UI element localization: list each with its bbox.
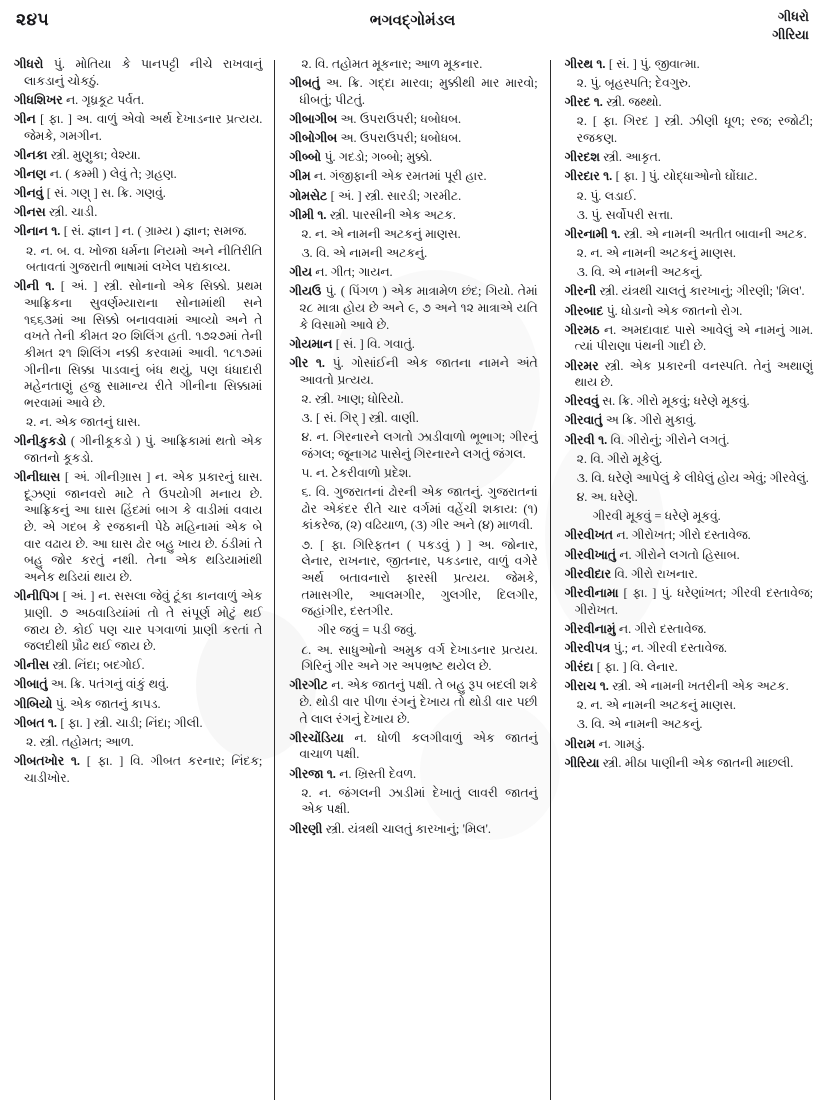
dictionary-entry [14, 433, 262, 466]
headword: ગીબાતું [14, 677, 48, 692]
entry-definition: [ ફા. ] પું. યોદ્ધાઓનો ઘોંઘાટ. [615, 169, 758, 184]
dictionary-entry [565, 547, 813, 564]
headword: ગીરવીખત [564, 528, 613, 543]
sense-number: ૩. [301, 410, 313, 425]
entry-definition: પું. મોતિયા કે પાનપટ્ટી નીચે રાખવાનું લાકડાનું ચોકઠું. [24, 57, 263, 88]
guide-word-last: ગીરિયા [772, 26, 809, 42]
running-head [0, 0, 825, 52]
entry-definition: અ. ક્રિ. ગદ્દા મારવા; મુક્કીથી માર મારવો; ધીબતું; પીટતું. [299, 76, 538, 107]
entry-definition: ન. અમદાવાદ પાસે આવેલું એ નામનું ગામ. ત્યાં પીરાણા પંથની ગાદી છે. [574, 322, 813, 354]
entry-definition: ન. એક જાતનું પક્ષી. તે બહુ રૂપ બદલી શકે છે. થોડી વાર પીળા રંગનું દેખાય તો થોડી વાર પછી તે લાલ રંગનું દેખાય છે. [299, 678, 538, 726]
sense-number: ૨. [26, 415, 37, 430]
entry-definition: [ ફા. ] પું. ધરેણાંખત; ગીરવી દસ્તાવેજ; ગીરોખત. [574, 585, 813, 617]
entry-definition: પું. ગદડો; ગબ્બો; મુક્કો. [324, 150, 433, 165]
entry-sense [289, 484, 537, 534]
headword: ગીરદ [564, 95, 591, 110]
sense-number: ૨. [576, 698, 587, 713]
headword: ગીમ [289, 169, 311, 184]
entry-definition: [ સં. જ્ઞાન ] ન. ( ગ્રામ્ય ) જ્ઞાન; સમજ. [63, 224, 247, 239]
headword: ગીરદશ [564, 150, 600, 165]
entry-definition: [ અં. ગીનીગ્રાસ ] ન. એક પ્રકારનું ઘાસ. દૂઝણાં જાનવરો માટે તે ઉપયોગી મનાય છે. આફ્રિકનું આ ઘાસ હિંદમાં બાગ કે વાડીમાં વવાય છે. એ ગદબ કે રજકાની પેઠે મહિનામાં એક બે વાર વઢાય છે. આ ઘાસ ઢોર બહુ ખાય છે. ઠંડીમાં તે બહુ જોર કરતું નથી. તેના એક થડિયામાંથી અનેક થડિયાં થાય છે. [24, 470, 263, 585]
dictionary-entry [565, 56, 813, 73]
entry-definition: પું. બૃહસ્પતિ; દેવગુરુ. [590, 76, 691, 91]
entry-definition: વિ. ગીરો રાખનાર. [614, 566, 698, 581]
entry-definition: પું. લડાઈ. [590, 188, 637, 203]
headword: ગીનીઘાસ [14, 470, 61, 485]
headword: ગીમી [289, 207, 315, 222]
entry-sense [289, 429, 537, 462]
sense-number: ૧. [315, 356, 325, 370]
dictionary-entry [289, 730, 537, 763]
dictionary-entry [289, 677, 537, 727]
dictionary-entry [14, 92, 262, 109]
entry-definition: [ ફા. ] સ્ત્રી. ચાડી; નિંદા; ગીલી. [60, 715, 203, 730]
entry-sense [289, 410, 537, 427]
entry-sense [289, 785, 537, 818]
entry-definition: સ્ત્રી. મુણુકા; વેશ્યા. [50, 147, 141, 162]
sense-number: ૨. [301, 391, 312, 406]
entry-definition: પું. ગોસાંઈની એક જાતના નામને અંતે આવતો પ્રત્યય. [299, 356, 538, 387]
headword: ગીરબાદ [564, 303, 604, 318]
sense-number: ૧. [596, 57, 606, 71]
headword: ગોમસેટ [289, 188, 328, 203]
headword: ગીરની [564, 284, 597, 299]
entry-definition: ન. એ નામની અટકનું માણસ. [315, 226, 461, 241]
dictionary-entry [14, 657, 262, 674]
headword: ગીનસ [14, 205, 46, 220]
dictionary-entry [14, 588, 262, 655]
headword: ગીનીપિગ [14, 589, 59, 604]
sense-number: ૩. [576, 470, 588, 485]
dictionary-entry [289, 207, 537, 224]
sense-number: ૧. [598, 432, 608, 447]
headword: ગીરગીટ [289, 678, 328, 693]
entry-definition: વિ. એ નામની અટકનું. [315, 246, 428, 261]
dictionary-entry [14, 166, 262, 183]
entry-definition: [ અં. ] સ્ત્રી. સારડી; ગરમીટ. [330, 188, 462, 203]
entry-sense [565, 75, 813, 92]
entry-sense [14, 414, 262, 431]
dictionary-entry [289, 264, 537, 281]
dictionary-entry [565, 736, 813, 753]
dictionary-entry [289, 283, 537, 333]
sense-number: ૨. [576, 114, 587, 129]
headword: ગીબતું [289, 76, 320, 91]
entry-definition: ન. ( કમ્મી ) લેવું તે; ગ્રહણ. [49, 166, 177, 181]
guide-word-first: ગીધરો [778, 9, 809, 24]
entry-definition: ન. ખ્રિસ્તી દેવળ. [339, 766, 417, 781]
entry-definition: ન. ગીત; ગાયન. [315, 265, 393, 280]
dictionary-entry [565, 303, 813, 320]
dictionary-entry [289, 355, 537, 388]
dictionary-entry [565, 659, 813, 676]
entry-definition: વિ. એ નામની અટકનું. [591, 717, 703, 732]
dictionary-entry [565, 168, 813, 185]
entry-definition: સ્ત્રી. યંત્રથી ચાલતું કારખાનું; ગીરણી; 'મિલ'. [599, 284, 805, 299]
entry-definition: ન. એ નામની અટકનું માણસ. [590, 698, 736, 713]
entry-sense [14, 734, 262, 751]
entry-sense [565, 470, 813, 487]
dictionary-entry [289, 188, 537, 205]
headword: ગીરમઠ [564, 322, 600, 337]
entry-run-on-phrase [565, 508, 813, 525]
entry-definition: વિ. એ નામની અટકનું. [591, 265, 703, 280]
entry-definition: સ્ત્રી. ખાણ; ધોરિયો. [315, 391, 404, 406]
sense-number: ૪. [301, 430, 313, 445]
headword: ગીરામ [564, 736, 596, 751]
headword: ગીબાગીબ [289, 111, 338, 126]
entry-sense [565, 264, 813, 281]
dictionary-entry [14, 676, 262, 693]
sense-number: ૫. [301, 465, 313, 480]
headword: ગીરવીનામા [564, 585, 619, 600]
entry-definition: [ સં. ] વિ. ગવાતું. [335, 336, 415, 351]
sense-number: ૧. [70, 754, 80, 769]
entry-definition: ( ગીનીકૂકડો ) પું. આફ્રિકામાં થતો એક જાતનો કૂકડો. [24, 434, 263, 465]
headword: ગીબતખોર [14, 754, 65, 769]
entry-definition: સ. ક્રિ. ગીરો મૂકવું; ધરેણે મૂકવું. [602, 394, 750, 409]
entry-definition: ન. ગૃધ્રકૂટ પર્વત. [65, 92, 145, 107]
entry-definition: સ્ત્રી. મીઠા પાણીની એક જાતની માછલી. [602, 755, 794, 770]
entry-sense [565, 489, 813, 506]
headword: ગીધરો [14, 57, 44, 71]
sense-number: ૨. [301, 226, 312, 241]
entry-definition: ન. ગામડું. [598, 736, 645, 751]
entry-definition: ગીર જવું = પડી જવું. [317, 623, 417, 638]
headword: ગીબ્બો [289, 150, 322, 165]
entry-definition: સ્ત્રી. નિંદા; બદગોઈ. [52, 658, 145, 673]
entry-definition: ન. ગંજીફાની એક રમતમાં પૂરી હાર. [313, 169, 487, 184]
entry-sense [565, 188, 813, 205]
dictionary-entry [14, 223, 262, 240]
sense-number: ૧. [45, 279, 55, 294]
entry-sense [289, 465, 537, 482]
dictionary-entry [565, 640, 813, 657]
entry-sense [565, 113, 813, 146]
headword: ગીરનામી [564, 226, 608, 241]
entry-sense [289, 391, 537, 408]
entry-definition: અ. ઉપરાઉપરી; ધબોધબ. [340, 131, 462, 146]
headword: ગીરચોંડિયા [289, 730, 344, 745]
sense-number: ૨. [576, 451, 587, 466]
entry-definition: વિ. ગીરો મૂકેલું. [590, 451, 663, 466]
sense-number: ૧. [51, 224, 61, 239]
dictionary-entry [565, 755, 813, 772]
headword: ગીન [14, 111, 36, 126]
entry-definition: ન. ગીરોને લગતો હિસાબ. [619, 547, 740, 562]
dictionary-entry [14, 278, 262, 411]
sense-number: ૭. [301, 537, 313, 552]
entry-definition: અ. ક્રિ. પતંગનું વાંકું થવું. [50, 677, 169, 692]
sense-number: ૨. [301, 785, 312, 800]
headword: ગીનાન [14, 224, 48, 239]
dictionary-entry [14, 715, 262, 732]
sense-number: ૪. [576, 490, 588, 505]
entry-definition: ન. ટેકરીવાળો પ્રદેશ. [315, 465, 412, 480]
dictionary-entry [289, 168, 537, 185]
entry-definition: વિ. ગીરોનું; ગીરોને લગતું. [610, 432, 730, 447]
headword: ગીય [289, 265, 312, 280]
entry-definition: અ ક્રિ. ગીરો મુકાવું. [605, 413, 697, 428]
sense-number: ૬. [301, 485, 312, 500]
dictionary-entry [565, 566, 813, 583]
entry-definition: [ સં. ગિર્ ] સ્ત્રી. વાણી. [315, 410, 419, 425]
entry-definition: પું. એક જાતનું કાપડ. [55, 696, 161, 711]
headword: ગીરમર [564, 358, 599, 373]
headword: ગીનવું [14, 186, 44, 201]
entry-definition: ન. એક જાતનું ઘાસ. [39, 415, 141, 430]
entry-definition: પું. ધોડાનો એક જાતનો રોગ. [606, 303, 743, 318]
entry-definition: અ. ધરેણે. [590, 490, 638, 505]
dictionary-entry [14, 204, 262, 221]
entry-definition: [ ફા. ગિરિફતન ( પકડવું ) ] અ. જોનાર, લેનાર, રાખનાર, જીતનાર, પકડનાર, વાળું વગેરે અર્થ બતાવનારો ફારસી પ્રત્યય. જેમકે, તમાસગીર, આલમગીર, ગુલગીર, દિલગીર, જહાંગીર, દસ્તગીર. [301, 537, 538, 619]
entry-definition: ન. બ. વ. ખોજા ધર્મના નિયમો અને નીતિરીતિ બતાવતાં ગુજરાતી ભાષામાં લખેલ પદ્યકાવ્ય. [26, 243, 263, 275]
sense-number: ૨. [301, 57, 312, 71]
headword: ગીર [289, 356, 309, 370]
dictionary-entry [565, 585, 813, 618]
sense-number: ૩. [301, 246, 313, 261]
dictionary-entry [565, 678, 813, 695]
dictionary-entry [565, 149, 813, 166]
dictionary-entry [289, 336, 537, 353]
dictionary-entry [14, 753, 262, 786]
right-column [551, 56, 825, 1106]
sense-number: ૨. [26, 734, 37, 749]
dictionary-entry [565, 432, 813, 449]
entry-definition: ન. ગિરનારને લગતો ઝાડીવાળો ભૂભાગ; ગીરનું જંગલ; જૂનાગઢ પાસેનું ગિરનારને લગતું જંગલ. [301, 430, 538, 461]
dictionary-entry [289, 130, 537, 147]
headword: ગીધશિખર [14, 92, 63, 107]
entry-definition: [ ફા. ] વિ. ગીબત કરનાર; નિંદક; ચાડીખોર. [24, 754, 263, 785]
entry-definition: અ. ઉપરાઉપરી; ધબોધબ. [340, 111, 462, 126]
entry-definition: સ્ત્રી. આકૃત. [603, 150, 661, 165]
sense-number: ૩. [576, 207, 588, 222]
dictionary-entry [14, 469, 262, 586]
guide-words [772, 8, 809, 43]
sense-number: ૩. [576, 265, 588, 280]
entry-sense [289, 537, 537, 620]
sense-number: ૧. [603, 169, 613, 184]
entry-definition: સ્ત્રી. તહોમત; આળ. [39, 734, 134, 749]
headword: ગોયમાન [289, 336, 333, 351]
entry-definition: ન. ધોળી કલગીવાળું એક જાતનું વાચાળ પક્ષી. [299, 730, 538, 762]
headword: ગીરવીનામું [564, 621, 616, 636]
dictionary-entry [289, 75, 537, 108]
sense-number: ૧. [47, 715, 58, 730]
entry-sense [565, 207, 813, 224]
dictionary-entry [565, 393, 813, 410]
entry-definition: ન. એ નામની અટકનું માણસ. [590, 246, 736, 261]
dictionary-entry [14, 185, 262, 202]
entry-definition: પું.; ન. ગીરવી દસ્તાવેજ. [613, 640, 727, 655]
entry-definition: [ અં. ] ન. સસલા જેવું ટૂંકા કાનવાળું એક પ્રાણી. ૭ અઠવાડિયાંમાં તો તે સંપૂર્ણ મોટું થઈ જાય છે. કોઈ પણ ચાર પગવાળાં પ્રાણી કરતાં તે જલદીથી પ્રૌઢ થઈ જાય છે. [24, 589, 263, 654]
dictionary-entry [565, 283, 813, 300]
left-column [0, 56, 274, 1106]
entry-sense [565, 716, 813, 733]
sense-number: ૩. [576, 717, 588, 732]
sense-number: ૮. [301, 642, 312, 657]
entry-definition: વિ. તહોમત મૂકનાર; આળ મૂકનાર. [315, 57, 483, 71]
entry-definition: ન. જંગલની ઝાડીમાં દેખાતું લાવરી જાતનું એક પક્ષી. [301, 785, 538, 817]
entry-definition: [ અં. ] સ્ત્રી. સોનાનો એક સિક્કો. પ્રથમ આફ્રિકના સુવર્ણમ્યારાના સોનામાંથી સને ૧૬૬૩માં આ સિક્કો બનાવવામાં આવ્યો અને તે વખતે તેની કીમત ૨૦ શિલિંગ હતી. ૧૭૨૭માં તેની કીમત ૨૧ શિલિંગ નક્કી કરવામાં આવી. ૧૮૧૭માં ગીનીના સિક્કા પાડવાનું બંધ થયું, પણ ધંધાદારી મહેનતાણું હજુ સામાન્ય રીતે ગીનીના સિક્કામાં ભરવામાં આવે છે. [24, 279, 263, 410]
headword: ગીરંદા [564, 660, 594, 674]
sense-number: ૨. [576, 76, 587, 91]
entry-sense [289, 642, 537, 675]
headword: ગીબત [14, 715, 45, 730]
dictionary-entry [289, 766, 537, 783]
sense-number: ૧. [317, 207, 327, 222]
entry-definition: સ્ત્રી. યંત્રથી ચાલતું કારખાનું; 'મિલ'. [325, 821, 491, 836]
headword: ગીનીકુકડો [14, 434, 67, 449]
entry-sense [565, 451, 813, 468]
entry-run-on-phrase [289, 622, 537, 639]
dictionary-entry [14, 56, 262, 89]
dictionary-entry [14, 696, 262, 713]
sense-number: ૧. [611, 226, 621, 241]
headword: ગીરિયા [564, 755, 600, 770]
entry-definition: સ્ત્રી. એ નામની ખતરીની એક અટક. [612, 679, 789, 694]
column-container [0, 56, 825, 1106]
headword: ગીની [14, 279, 40, 294]
dictionary-entry [565, 358, 813, 391]
dictionary-entry [14, 147, 262, 164]
headword: ગીરવી [564, 432, 595, 447]
entry-definition: સ્ત્રી. પારસીની એક અટક. [329, 207, 456, 222]
dictionary-entry [565, 94, 813, 111]
entry-sense [565, 697, 813, 714]
entry-sense [565, 245, 813, 262]
headword: ગીરવાતું [564, 413, 603, 428]
dictionary-entry [565, 412, 813, 429]
entry-definition: સ્ત્રી. જથ્થો. [606, 95, 662, 110]
headword: ગીરદાર [564, 169, 600, 184]
entry-definition: સ્ત્રી. એ નામની અતીત બાવાની અટક. [623, 226, 807, 241]
entry-definition: અ. સાધુઓનો અમુક વર્ગ દેખાડનાર પ્રત્યય. ગિરિનું ગીર અને ગર અપભ્રષ્ટ થયેલ છે. [301, 642, 538, 674]
dictionary-entry [565, 226, 813, 243]
entry-definition: વિ. ધરેણે આપેલું કે લીધેલું હોય એવું; ગીરવેલું. [591, 470, 809, 485]
headword: ગીરથ [564, 57, 593, 71]
sense-number: ૧. [599, 679, 609, 694]
sense-number: ૧. [593, 95, 603, 110]
entry-definition: ન. ગીરોખત; ગીરો દસ્તાવેજ. [616, 528, 751, 543]
headword: ગીનકા [14, 147, 48, 162]
entry-definition: પું. ( પિંગળ ) એક માત્રામેળ છંદ; ગિયો. તેમાં ૨૮ માત્રા હોય છે અને ૯, ૭ અને ૧૨ માત્રાએ યતિ કે વિસામો આવે છે. [299, 284, 538, 332]
sense-number: ૧. [326, 766, 336, 781]
dictionary-entry [289, 149, 537, 166]
entry-sense [289, 226, 537, 243]
sense-number: ૨. [26, 243, 37, 258]
headword: ગીનણ [14, 166, 47, 181]
dictionary-entry [565, 527, 813, 544]
entry-definition: વિ. ગુજરાતનાં ઢોરની એક જાતનું. ગુજરાતનાં ઢોર એકંદર રીતે ચાર વર્ગમાં વહેંચી શકાય: (૧) કાંકરેજ, (૨) વઢિયાળ, (૩) ગીર અને (૪) માળવી. [301, 485, 538, 533]
entry-definition: સ્ત્રી. ચાડી. [49, 205, 98, 220]
sense-number: ૨. [576, 188, 587, 203]
entry-definition: ગીરવી મૂકવું = ધરેણે મૂકવું. [592, 509, 721, 524]
entry-sense [289, 245, 537, 262]
headword: ગીરજા [289, 766, 324, 781]
headword: ગીનીસ [14, 658, 50, 673]
middle-column [275, 56, 549, 1106]
entry-definition: સ્ત્રી. એક પ્રકારની વનસ્પતિ. તેનું અથાણું થાય છે. [574, 358, 813, 390]
headword: ગીરવવું [564, 394, 599, 409]
headword: ગીરાચ [564, 679, 597, 694]
headword: ગીબિયો [14, 696, 53, 711]
entry-definition: [ ફા. ] અ. વાળું એવો અર્થ દેખાડનાર પ્રત્યય. જેમકે, ગમગીન. [24, 111, 263, 143]
headword: ગીરવીદાર [564, 566, 611, 581]
dictionary-entry [289, 111, 537, 128]
entry-definition: પું. સર્વોપરી સત્તા. [591, 207, 673, 222]
dictionary-entry [14, 111, 262, 144]
entry-definition: [ ફા. ગિરદ ] સ્ત્રી. ઝીણી ધૂળ; રજ; રજોટી; રજકણ. [576, 114, 813, 146]
headword: ગીરવીખાતું [564, 547, 616, 562]
dictionary-entry [289, 821, 537, 838]
headword: ગીરવીપત્ર [564, 640, 611, 655]
entry-definition: [ ફા. ] વિ. લેનાર. [596, 660, 678, 674]
book-title: ભગવદ્‌ગોમંડલ [369, 13, 456, 29]
headword: ગીબોગીબ [289, 131, 338, 146]
entry-sense [289, 56, 537, 73]
page-number: ૨૪૫ [16, 10, 50, 29]
entry-sense [14, 243, 262, 276]
entry-definition: [ સં. ગણ્ ] સ. ક્રિ. ગણવું. [46, 186, 166, 201]
entry-definition: [ સં. ] પું. જીવાત્મા. [608, 57, 700, 71]
dictionary-entry [565, 621, 813, 638]
sense-number: ૨. [576, 246, 587, 261]
entry-definition: ન. ગીરો દસ્તાવેજ. [618, 621, 707, 636]
headword: ગીયઉ [289, 284, 322, 299]
headword: ગીરણી [289, 821, 323, 836]
dictionary-entry [565, 322, 813, 355]
